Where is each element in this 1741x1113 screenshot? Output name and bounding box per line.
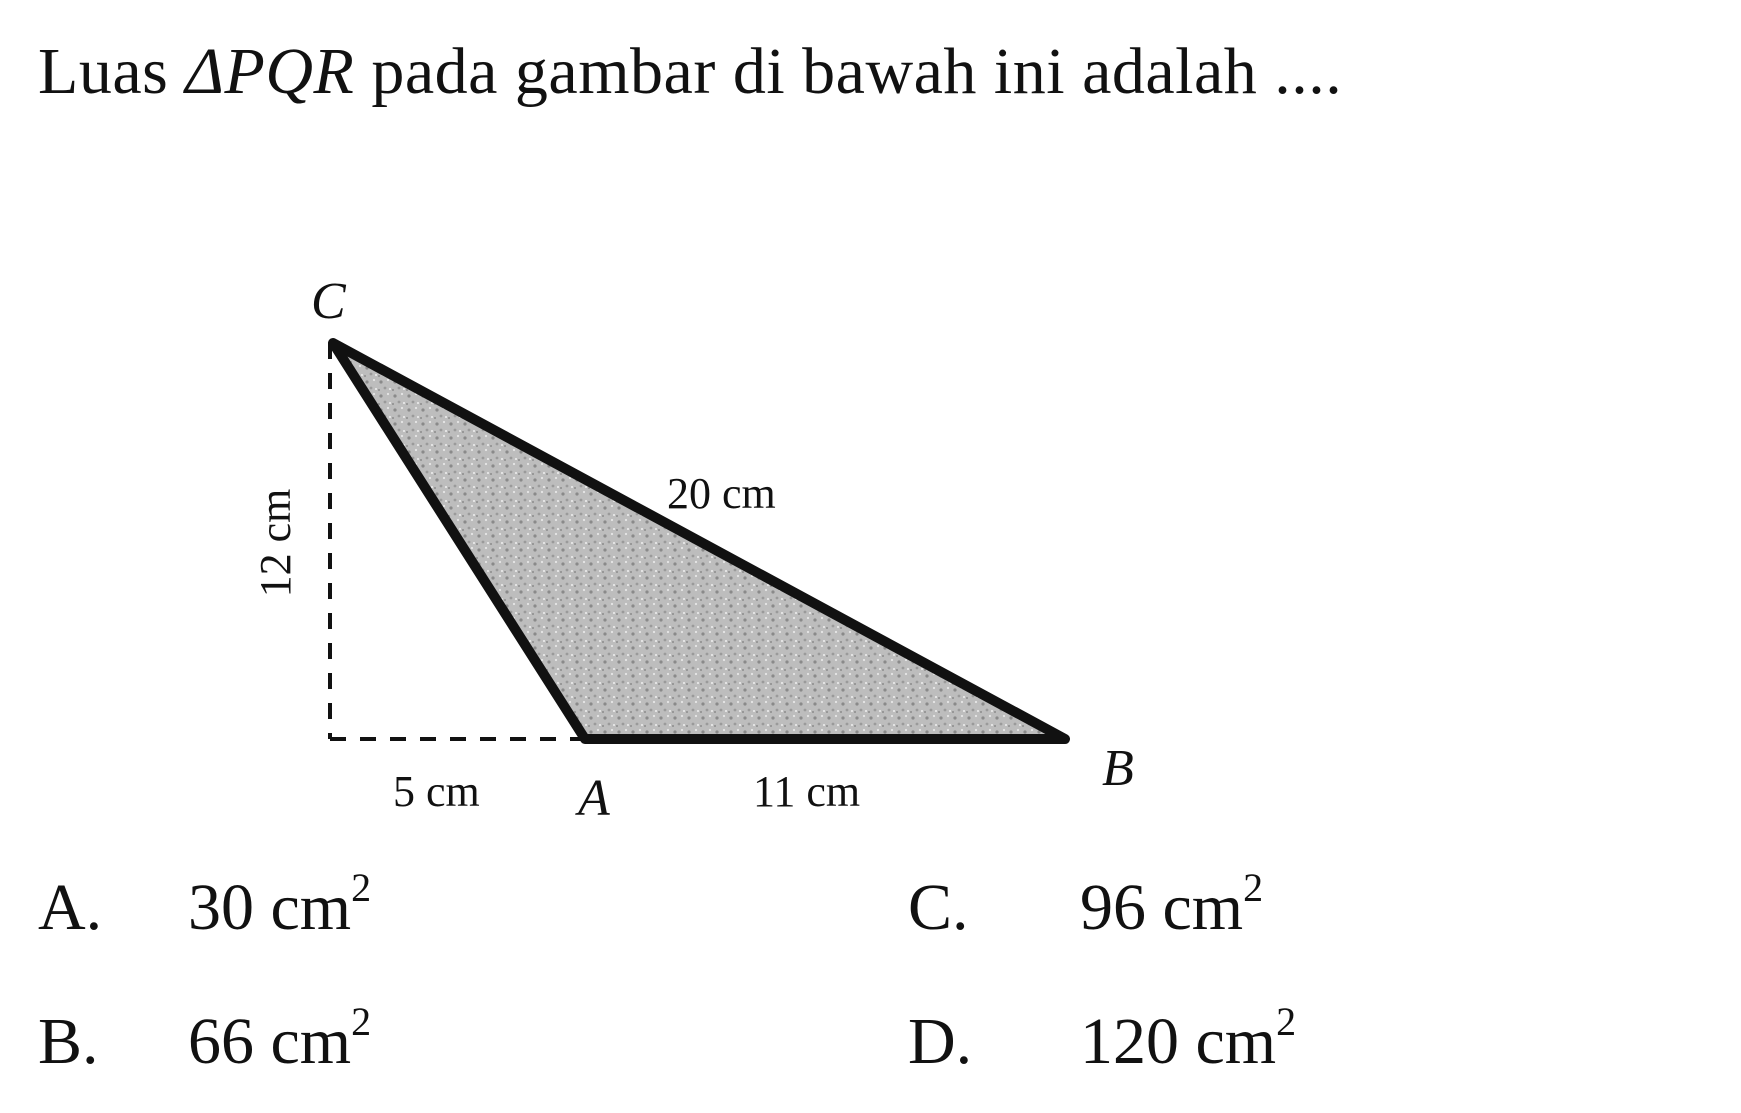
vertex-label-a: A (578, 770, 610, 827)
option-value: 66 cm (188, 1005, 352, 1078)
option-exponent: 2 (351, 999, 372, 1044)
height-label: 12 cm (251, 488, 300, 598)
option-a[interactable] (38, 865, 372, 948)
triangle-abc (333, 343, 1065, 739)
extension-label: 5 cm (393, 767, 480, 816)
base-label: 11 cm (753, 767, 861, 816)
option-letter: D. (908, 1005, 973, 1078)
option-c[interactable] (908, 865, 1264, 948)
option-value: 120 cm (1080, 1005, 1277, 1078)
option-exponent: 2 (1243, 865, 1264, 910)
hypotenuse-label: 20 cm (667, 469, 776, 518)
option-exponent: 2 (1276, 999, 1297, 1044)
option-d[interactable] (908, 999, 1297, 1082)
option-letter: A. (38, 871, 103, 944)
option-letter: B. (38, 1005, 99, 1078)
triangle-name: ΔPQR (185, 35, 355, 108)
option-exponent: 2 (351, 865, 372, 910)
option-value: 30 cm (188, 871, 352, 944)
option-b[interactable] (38, 999, 372, 1082)
option-value: 96 cm (1080, 871, 1244, 944)
vertex-label-c: C (311, 273, 346, 330)
question-prefix: Luas (38, 35, 186, 108)
option-letter: C. (908, 871, 969, 944)
question-suffix: pada gambar di bawah ini adalah .... (354, 35, 1343, 108)
vertex-label-b: B (1102, 740, 1134, 797)
